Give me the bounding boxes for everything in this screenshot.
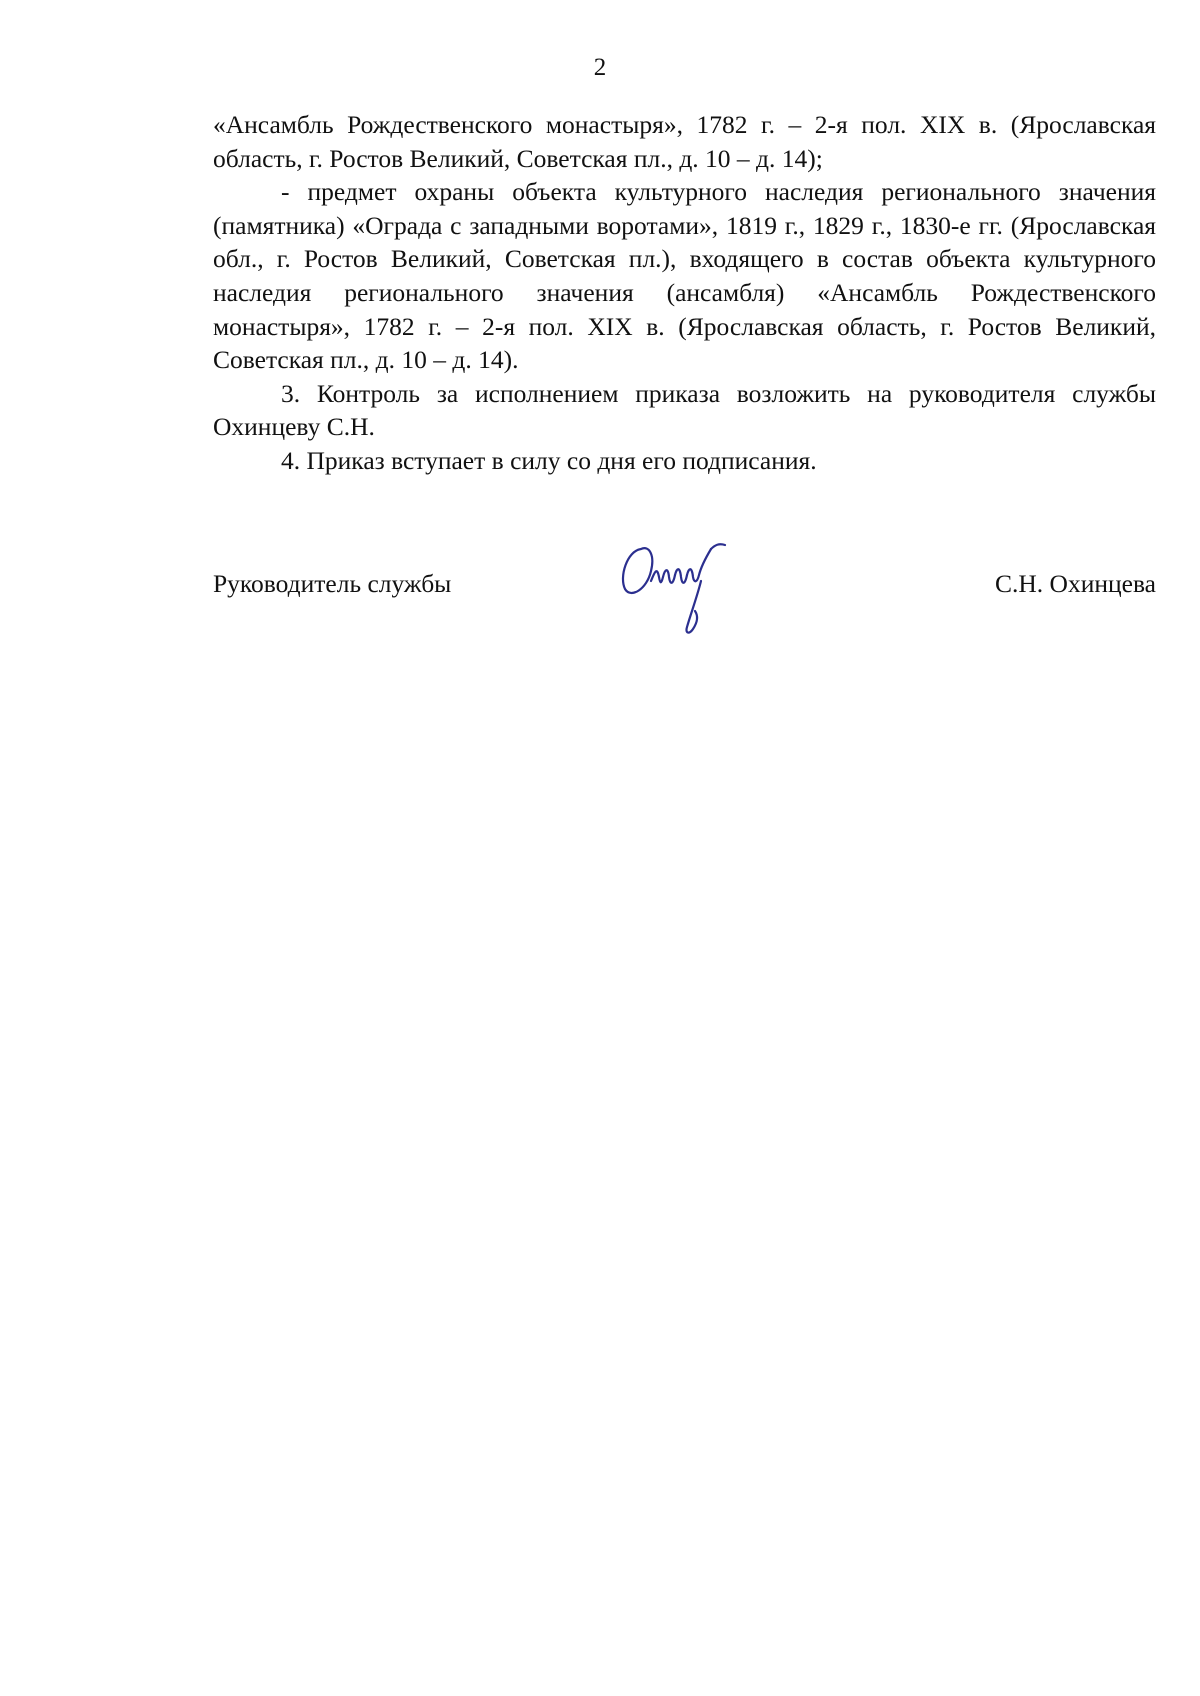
signature-icon <box>613 537 753 637</box>
handwritten-signature <box>613 537 753 637</box>
signature-block <box>213 537 1156 637</box>
signatory-name: С.Н. Охинцева <box>995 569 1156 598</box>
signatory-position: Руководитель службы <box>213 569 452 598</box>
paragraph-protection-subject: - предмет охраны объекта культурного наследия регионального значения (памятника) «Ограда с западными воротами», 1819 г., 1829 г., 1830-е гг. (Ярославская обл., г. Ростов Великий, Советская пл.), входящего в состав объекта культурного наследия регионального значения (ансамбля) «Ансамбль Рождественского монастыря», 1782 г. – 2-я пол. XIX в. (Ярославская область, г. Ростов Великий, Советская пл., д. 10 – д. 14). <box>213 177 1156 375</box>
paragraph-continuation: «Ансамбль Рождественского монастыря», 1782 г. – 2-я пол. XIX в. (Ярославская область, г. Ростов Великий, Советская пл., д. 10 – д. 14); <box>213 110 1156 173</box>
paragraph-effective-clause: 4. Приказ вступает в силу со дня его подписания. <box>281 445 817 475</box>
page-number: 2 <box>593 54 607 81</box>
document-body <box>213 108 1156 478</box>
paragraph-control-clause: 3. Контроль за исполнением приказа возложить на руководителя службы Охинцеву С.Н. <box>213 378 1156 442</box>
